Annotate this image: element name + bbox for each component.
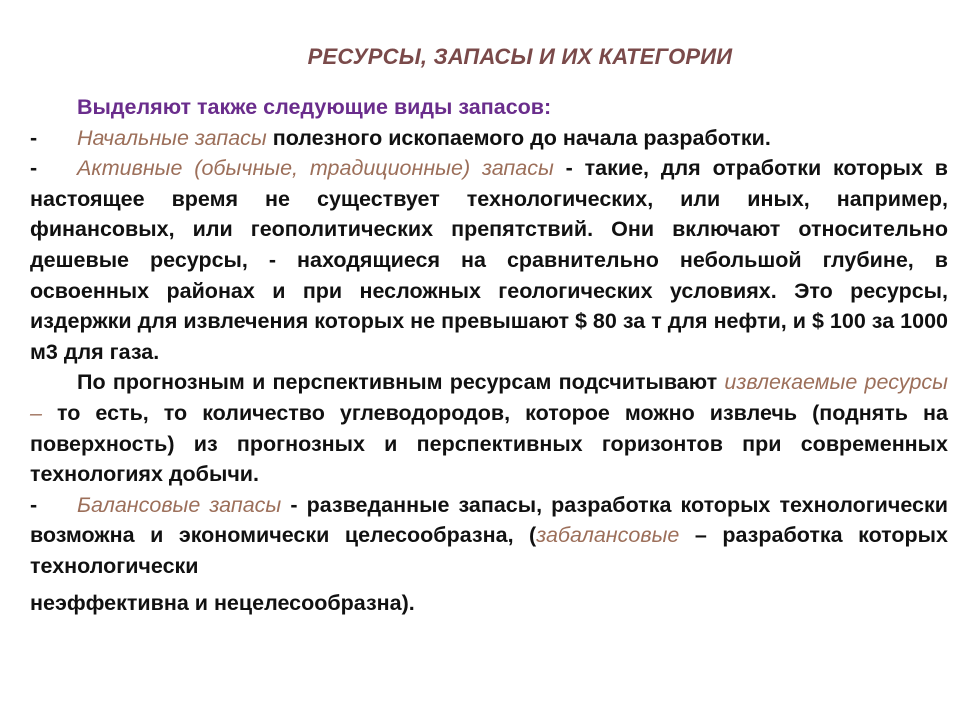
- list-item: [30, 153, 948, 367]
- item-text: - такие, для отработки которых в настоящее время не существует технологических, или иных, например, финансовых, или геополитических препятствий. Они включают относительно дешевые ресурсы, - находящиеся на сравнительно небольшой глубине, в освоенных районах и при несложных геологических условиях. Это ресурсы, издержки для извлечения которых не превышают $ 80 за т для нефти, и $ 100 за 1000 м3 для газа.: [30, 156, 948, 364]
- bullet-dash: -: [30, 156, 38, 181]
- term-off-balance: забалансовые: [536, 523, 680, 548]
- term-recoverable-resources: извлекаемые ресурсы –: [30, 370, 948, 425]
- term-initial-reserves: Начальные запасы: [77, 125, 267, 150]
- item-last-line: неэффективна и нецелесообразна).: [30, 590, 415, 615]
- list-item: [30, 490, 948, 582]
- item-text-2: – разработка которых технологически: [30, 523, 948, 578]
- slide-title: РЕСУРСЫ, ЗАПАСЫ И ИХ КАТЕГОРИИ: [307, 44, 733, 69]
- intro-line: Выделяют также следующие виды запасов:: [77, 95, 552, 119]
- term-active-reserves: Активные (обычные, традиционные) запасы: [77, 156, 554, 181]
- paragraph-lead: По прогнозным и перспективным ресурсам подсчитывают: [77, 370, 725, 395]
- bullet-dash: -: [30, 125, 38, 150]
- item-text: - разведанные запасы, разработка которых технологически возможна и экономически целесообразна, (: [30, 492, 948, 548]
- bullet-dash: -: [30, 492, 38, 517]
- list-item: [30, 123, 948, 154]
- paragraph-text: то есть, то количество углеводородов, которое можно извлечь (поднять на поверхность) из прогнозных и перспективных горизонтов при современных технологиях добычи.: [30, 400, 948, 487]
- slide-body: [30, 92, 948, 618]
- item-text: полезного ископаемого до начала разработки.: [266, 125, 771, 150]
- term-balance-reserves: Балансовые запасы: [77, 492, 282, 517]
- paragraph: [30, 367, 948, 489]
